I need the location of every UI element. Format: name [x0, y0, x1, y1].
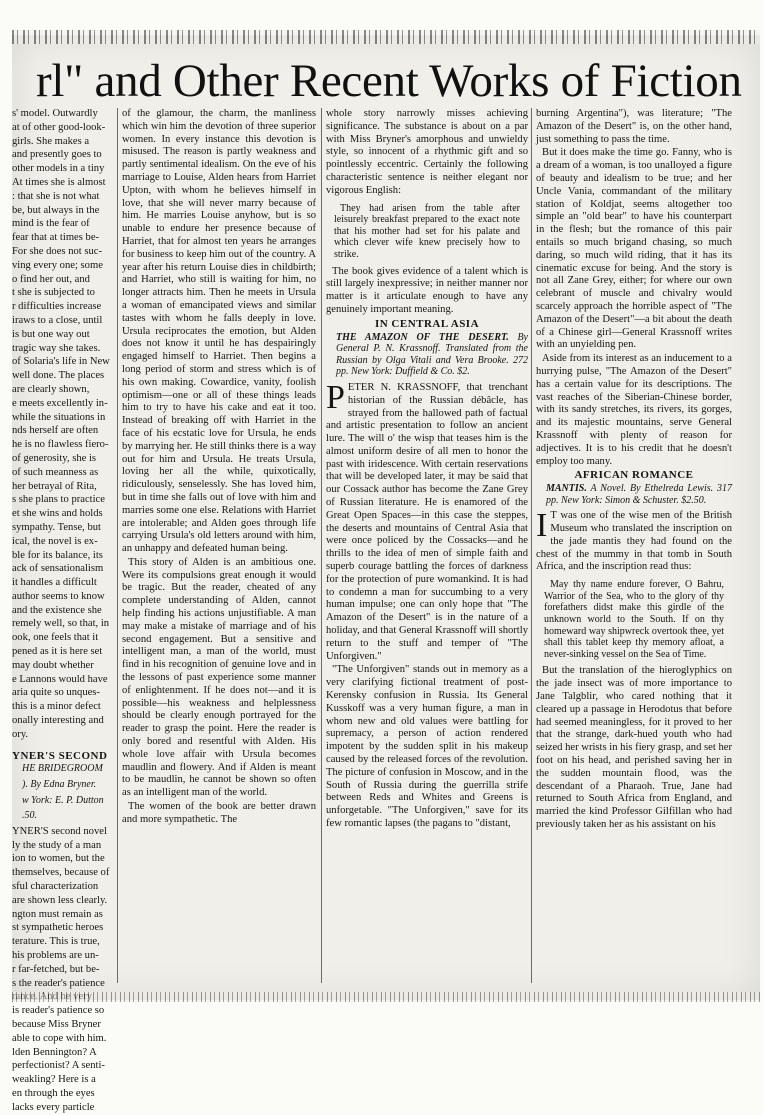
text-line: ical, the novel is ex- — [12, 535, 98, 547]
text-line: st sympathetic heroes — [12, 922, 104, 934]
text-line: themselves, because of — [12, 867, 110, 879]
text-line: are shown less clearly. — [12, 894, 108, 906]
review-paragraph: of the glamour, the charm, the manliness which win him the devotion of three superior women. In every instance this devotion is misused. The reason is partly weakness and partly sentimental idealism. On the eve of his marriage to Louise, Alden hears from Harriet Upton, with whom he believes himself in love, that she will never marry because of him. He marries Louise anyhow, but is so unable to endure her presence because of Harriet, that for almost ten years he arranges for business to keep him out of the country. A year after his return Louise dies in childbirth; and Harriet, who still is waiting for him, no longer attracts him. Then he meets in Ursula a woman of emancipated views and similar tastes with whom he falls deeply in love. Ursula reciprocates the emotion, but Alden does not know it until he has despairingly engaged himself to Harriet. Then begins a long period of storm and stress which is of his own making. Cowardice, vanity, foolish optimism—one or all of these things leads him to try to have his cake and eat it too. Instead of breaking off with Harriet in the face of his ecstatic love for Ursula, he ends by marrying her. He still thinks there is a way out for him and Ursula. He treats Ursula, loving her all the while, quixotically, ridiculously, senselessly. She has loved him, but in time she falls out of love with him and marries some one else. Relations with Harriet are intolerable; and Alden goes through life carrying Ursula's old letters around with him, an unhappy and defeated human being. — [122, 108, 316, 555]
column-1 — [12, 108, 114, 1113]
book-details: A Novel. By Ethelreda Lewis. 317 pp. New York: Simon & Schuster. $2.50. — [546, 483, 732, 506]
text-line: en through the eyes — [12, 1087, 95, 1099]
text-line: able to cope with him. — [12, 1032, 107, 1044]
book-citation-line: w York: E. P. Dutton — [22, 794, 104, 806]
text-line: while the situations in — [12, 411, 106, 423]
text-line: : that she is not what — [12, 190, 100, 202]
column-rule — [531, 108, 532, 983]
paragraph-text: ETER N. KRASSNOFF, that trenchant historian of the Russian débâcle, has strayed from the hallowed path of factual and artistic presentation to follow an ancient lure. The will o' the wisp that teases him is the almost uniform desire of all men to honor the past with iridescence. With certain reservations that will be developed later, it may be said that our Cossack author has become the Zane Grey of Russian literature. He is enamored of the Great Open Spaces—in this case the steppes, the deserts and mountains of Central Asia that were once policed by the Cossacks—and he thrills to the idea of men of simple faith and superb courage battling the forces of darkness for the protection of pure womankind. It is had to condemn a man for succumbing to a very human impulse; one can only hope that "The Amazon of the Desert" is in the nature of a holiday, and that General Krassnoff will shortly return to the stuff and temper of "The Unforgiven." — [326, 381, 528, 662]
text-line: well done. The places — [12, 370, 105, 382]
text-line: ly the study of a man — [12, 839, 102, 851]
review-paragraph: This story of Alden is an ambitious one. Were its compulsions great enough it would be tragic. But the reader, cheated of any complete understanding of Alden, cannot help finding his actions unjustifiable. A man may make a mistake of marriage and of his second engagement. But a sensitive and intelligent man, a man of the world, must find in his recognition of genuine love and in the lessons of past experience some manner of enlightenment. If he does not—and it is possible—his weakness and helplessness should be clearly enough portrayed for the reader to grasp the point. Here the reader is only bored and resentful with Alden. His whole love affair with Ursula becomes maudlin and flowery. And if Alden is meant to be maudlin, he cannot be shown so often as an intelligent man of the world. — [122, 556, 316, 799]
column-2 — [122, 108, 316, 986]
text-line: it handles a difficult — [12, 577, 97, 589]
text-line: be, but always in the — [12, 204, 100, 216]
text-line: because Miss Bryner — [12, 1018, 101, 1030]
book-citation-line: ). By Edna Bryner. — [22, 779, 97, 791]
section-heading: IN CENTRAL ASIA — [374, 317, 480, 330]
text-line: e meets excellently in- — [12, 397, 108, 409]
text-line: r difficulties increase — [12, 301, 102, 313]
text-line: perfectionist? A senti- — [12, 1060, 105, 1072]
block-quote: They had arisen from the table after leisurely breakfast prepared to the exact note that his mother had set for his palate and which clever wife knew precisely how to strike. — [334, 202, 520, 260]
text-line: lden Bennington? A — [12, 1046, 97, 1058]
column-rule — [117, 108, 118, 983]
text-line: weakling? Here is a — [12, 1074, 96, 1086]
text-line: t she is subjected to — [12, 287, 95, 299]
torn-top-edge — [12, 30, 760, 44]
text-line: he is no flawless fiero- — [12, 439, 109, 451]
text-line: is but one way out — [12, 328, 90, 340]
text-line: are clearly shown, — [12, 383, 90, 395]
book-citation — [326, 332, 528, 378]
text-line: et she wins and holds — [12, 508, 103, 520]
text-line: is reader's patience so — [12, 1005, 105, 1017]
column-rule — [321, 108, 322, 983]
section-heading: AFRICAN ROMANCE — [574, 469, 694, 482]
text-line: e Lannons would have — [12, 673, 108, 685]
text-line: remely well, so that, in — [12, 618, 110, 630]
text-line: fear that at times be- — [12, 232, 100, 244]
text-line: aria quite so unques- — [12, 687, 100, 699]
book-citation-line: .50. — [22, 810, 37, 822]
text-line: s' model. Outwardly — [12, 108, 98, 119]
text-line: pened as it is here set — [12, 646, 103, 658]
text-line: this is a minor defect — [12, 701, 101, 713]
review-paragraph: But the translation of the hieroglyphics on the jade insect was of more importance to Jane Talgblir, who cared nothing that it cleared up a passage in Herodotus that before had seemed meaningless, for it proved to her that the strange, dark-hued youth who had seized her wrists in his fiery grasp, and set her foot on his head, and perished saving her in the sudden mountain flood, was the descendant of a Pharaoh. True, Jane had returned to South Africa from England, and married the kind Professor Gilfillan who had previously taken her as his assistant on his — [536, 665, 732, 830]
review-paragraph: burning Argentina"), was literature; "The Amazon of the Desert" is, on the other hand, just something to pass the time. — [536, 108, 732, 145]
book-title: MANTIS. — [546, 483, 587, 495]
text-line: girls. She makes a — [12, 135, 90, 147]
text-line: his problems are un- — [12, 950, 99, 961]
text-line: of generosity, she is — [12, 452, 97, 464]
text-line: lacks every particle — [12, 1101, 95, 1113]
text-line: tragic way she takes. — [12, 342, 101, 354]
text-line: and presently goes to — [12, 149, 102, 161]
text-line: For she does not suc- — [12, 245, 103, 257]
text-line: may doubt whether — [12, 659, 94, 671]
text-line: of such meanness as — [12, 466, 99, 478]
review-paragraph — [326, 378, 528, 664]
text-line: ble for its balance, its — [12, 549, 103, 561]
review-paragraph: whole story narrowly misses achieving significance. The substance is about on a par with Miss Bryner's amorphous and unwieldy style, so innocent of a rhythmic gift and so pointlessly eccentric. Certainly the following characteristic sentence is neither elegant nor vigorous English: — [326, 108, 528, 196]
review-paragraph — [536, 507, 732, 574]
text-line: sympathy. Tense, but — [12, 521, 102, 533]
paragraph-text: T was one of the wise men of the British Museum who translated the inscription on the jade mantis they had found on the chest of the mummy in that tomb in South Africa, and the inscription read thus: — [536, 510, 732, 573]
column-4 — [536, 108, 732, 986]
book-details: By General P. N. Krassnoff. Translated from the Russian by Olga Vitali and Vera Brooke. 272 pp. New York: Duffield & Co. $2. — [336, 331, 528, 378]
book-title: THE AMAZON OF THE DESERT. — [336, 331, 509, 343]
text-line: author seems to know — [12, 590, 105, 602]
headline-text: rl" and Other Recent Works of Fiction — [36, 55, 742, 107]
text-line: mind is the fear of — [12, 218, 90, 230]
text-line: onally interesting and — [12, 715, 104, 727]
text-line: At times she is almost — [12, 176, 106, 188]
text-line: terature. This is true, — [12, 936, 100, 948]
torn-bottom-edge — [12, 992, 760, 1002]
review-paragraph: The book gives evidence of a talent which is still largely inexpressive; in neither manner nor matter is it articulate enough to have any genuinely important meaning. — [326, 265, 528, 315]
page-headline — [12, 52, 760, 110]
section-heading: YNER'S SECOND — [12, 749, 108, 762]
column-3 — [326, 108, 528, 986]
text-line: o find her out, and — [12, 273, 90, 285]
review-paragraph: "The Unforgiven" stands out in memory as a very clarifying fictional treatment of post-Kerensky confusion in Russia. Its General Kusskoff was a very human figure, a man in whom new and old values were battling for supremacy, a person of action rendered impotent by the sudden split in his makeup caused by the released forces of the revolution. The picture of confusion in Moscow, and in the South of Russia during the guerrilla strife between Reds and Whites and Greens is unforgetable. "The Unforgiven," save for its few romantic lapses (the pagans to "distant, — [326, 664, 528, 829]
book-citation — [536, 483, 732, 506]
text-line: ook, one feels that it — [12, 632, 99, 644]
review-paragraph: But it does make the time go. Fanny, who is a dream of a woman, is too unalloyed a figure of beauty and idealism to be true; and her Uncle Vania, commandant of the military station of Koldjat, seems altogether too simple an "old bear" to have his counterpart in the flesh; but the romance of this pair entails so much brigand chasing, so much daring, so much wild riding, that it has its cinematic excuse for being. And the story is not all Zane Grey, either; for where our own celebrant of muscle and chivalry would scarcely approach the horrible aspect of "The Amazon of the Desert"—a bit about the death of a Chinese girl—General Krassnoff writes with an unyielding pen. — [536, 147, 732, 351]
text-line: ory. — [12, 728, 29, 740]
text-line: iraws to a close, until — [12, 314, 103, 326]
text-line: ack of sensationalism — [12, 563, 104, 575]
text-line: s she plans to practice — [12, 494, 105, 506]
text-line: nds herself are often — [12, 425, 99, 437]
book-citation-line: HE BRIDEGROOM — [22, 763, 103, 775]
drop-cap: P — [326, 378, 345, 416]
text-line: and the existence she — [12, 604, 102, 616]
text-line: at of other good-look- — [12, 121, 106, 133]
text-line: s the reader's patience — [12, 977, 105, 989]
text-line: ion to women, but the — [12, 853, 105, 865]
text-line: r far-fetched, but be- — [12, 963, 100, 975]
text-line: sful characterization — [12, 881, 99, 893]
drop-cap: I — [536, 507, 548, 545]
text-line: her betrayal of Rita, — [12, 480, 97, 492]
text-line: of Solaria's life in New — [12, 356, 110, 368]
text-line: ving every one; some — [12, 259, 103, 271]
text-line: ngton must remain as — [12, 908, 103, 920]
block-quote: May thy name endure forever, O Bahru, Warrior of the Sea, who to the glory of thy forefathers didst make this girdle of the unknown world to the South. If on thy homeward way shipwreck overtook thee, yet shall this tablet keep thy memory afloat, a never-sinking vessel on the Sea of Time. — [544, 579, 724, 660]
text-line: YNER'S second novel — [12, 825, 107, 837]
text-line: other models in a tiny — [12, 163, 105, 175]
review-paragraph: Aside from its interest as an inducement to a hurrying pulse, "The Amazon of the Desert" has a certain value for its descriptions. The vast reaches of the Siberian-Chinese border, with its sandy stretches, its rivers, its gorges, and its majestic mountains, serve General Krassnoff with plenty of reason for adjectives. It is to his credit that he doesn't employ too many. — [536, 353, 732, 467]
review-paragraph: The women of the book are better drawn and more sympathetic. The — [122, 801, 316, 825]
